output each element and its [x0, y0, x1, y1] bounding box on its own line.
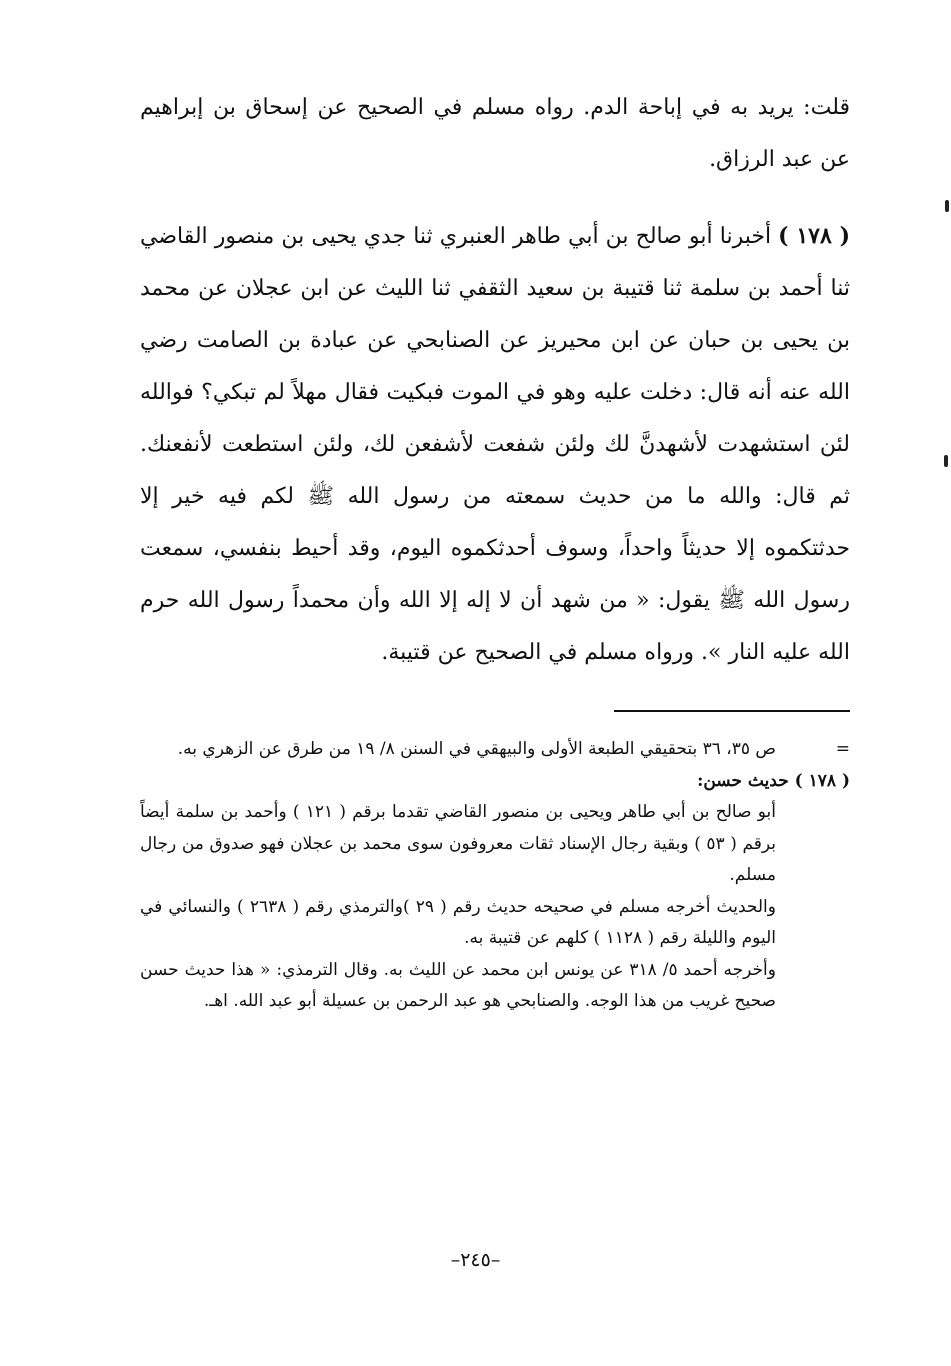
continuation-mark: =: [835, 739, 850, 759]
footnote-separator: [614, 710, 850, 712]
continuation-text: ص ٣٥، ٣٦ بتحقيقي الطبعة الأولى والبيهقي في السنن ٨/ ١٩ من طرق عن الزهري به.: [177, 739, 776, 759]
hadith-text: أخبرنا أبو صالح بن أبي طاهر العنبري ثنا جدي يحيى بن منصور القاضي ثنا أحمد بن سلمة ثنا قتيبة بن سعيد الثقفي ثنا الليث عن ابن عجلان عن محمد بن يحيى بن حبان عن ابن محيريز عن الصنابحي عن عبادة بن الصامت رضي الله عنه أنه قال: دخلت عليه وهو في الموت فبكيت فقال مهلاً لم تبكي؟ فوالله لئن استشهدت لأشهدنَّ لك ولئن شفعت لأشفعن لك، ولئن استطعت لأنفعنك. ثم قال: والله ما من حديث سمعته من رسول الله ﷺ لكم فيه خير إلا حدثتكموه إلا حديثاً واحداً، وسوف أحدثكموه اليوم، وقد أحيط بنفسي، سمعت رسول الله ﷺ يقول: « من شهد أن لا إله إلا الله وأن محمداً رسول الله حرم الله عليه النار ». ورواه مسلم في الصحيح عن قتيبة.: [140, 224, 851, 665]
footnotes-section: [140, 734, 850, 1018]
margin-mark: [945, 200, 949, 212]
hadith-number: ( ١٧٨ ): [778, 223, 850, 249]
footnote-heading: ( ١٧٨ ) حديث حسن:: [697, 770, 850, 791]
hadith-paragraph: [140, 210, 850, 679]
margin-mark: [944, 455, 948, 467]
main-paragraph-1: [140, 82, 850, 186]
page-number: –٢٤٥–: [450, 1249, 501, 1271]
main-paragraph-2: [140, 210, 850, 679]
footnote-block-2: والحديث أخرجه مسلم في صحيحه حديث رقم ( ٢٩ )والترمذي رقم ( ٢٦٣٨ ) والنسائي في اليوم والليلة رقم ( ١١٢٨ ) كلهم عن قتيبة به.: [140, 896, 776, 948]
footnote-block-3: وأخرجه أحمد ٥/ ٣١٨ عن يونس ابن محمد عن الليث به. وقال الترمذي: « هذا حديث حسن صحيح غريب من هذا الوجه. والصنابحي هو عبد الرحمن بن عسيلة أبو عبد الله. اهـ.: [140, 959, 776, 1011]
footnote-continuation: [140, 734, 850, 766]
paragraph-text: قلت: يريد به في إباحة الدم. رواه مسلم في الصحيح عن إسحاق بن إبراهيم عن عبد الرزاق.: [140, 95, 850, 172]
footnote-block-1: أبو صالح بن أبي طاهر ويحيى بن منصور القاضي تقدما برقم ( ١٢١ ) وأحمد بن سلمة أيضاً برقم ( ٥٣ ) وبقية رجال الإسناد ثقات معروفون سوى محمد بن عجلان فهو صدوق من رجال مسلم.: [140, 802, 776, 885]
